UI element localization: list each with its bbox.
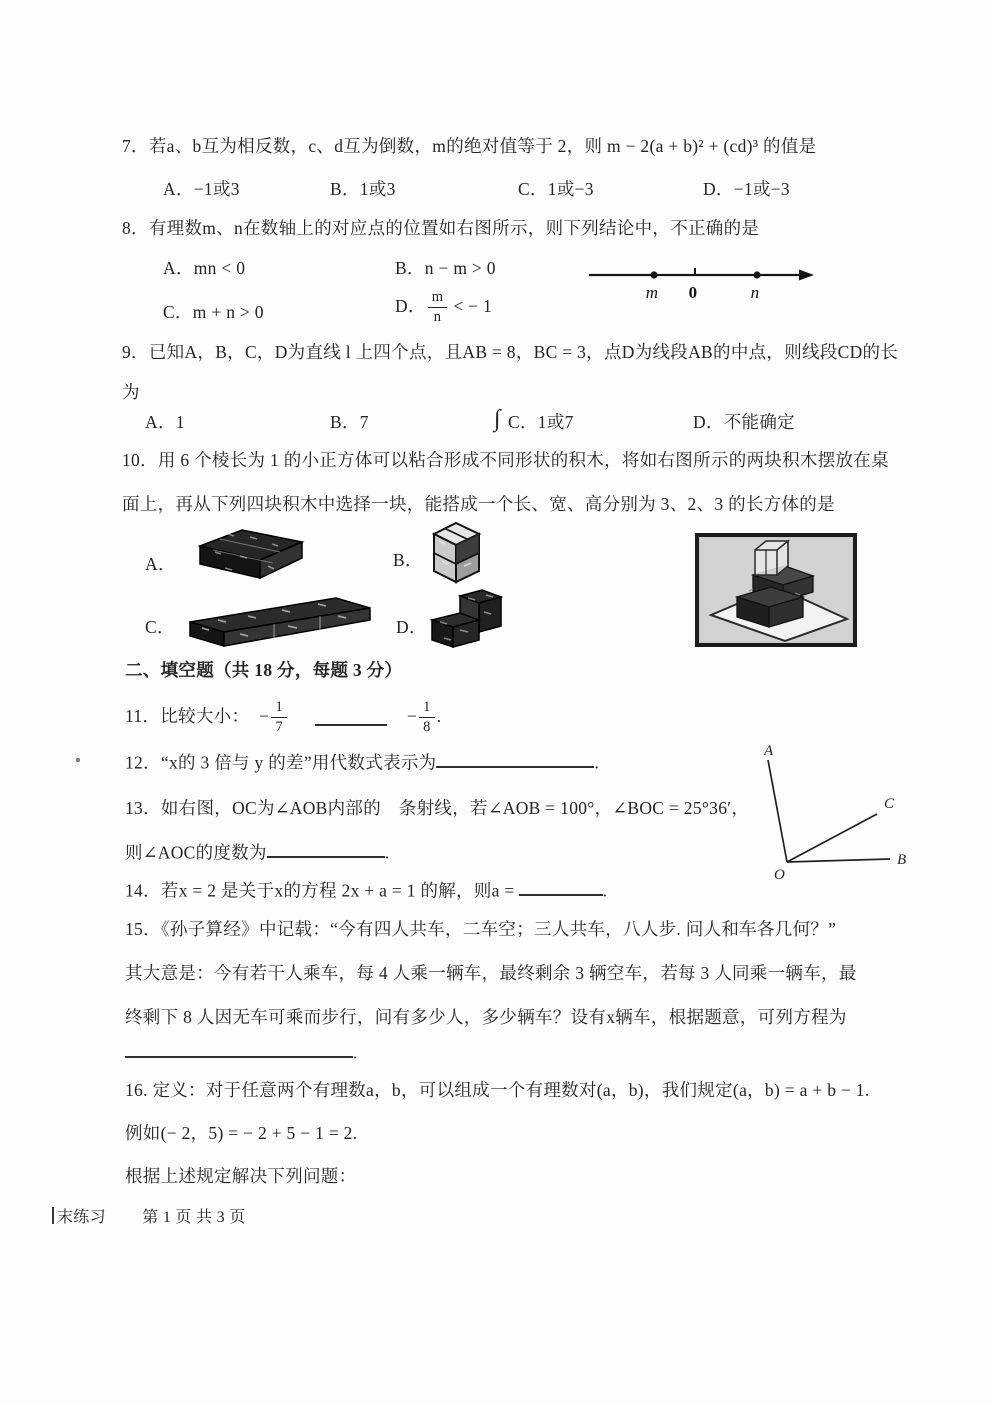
block-d-image xyxy=(424,586,506,656)
question-16-line3: 根据上述规定解决下列问题： xyxy=(125,1166,357,1186)
q10-label-a: A． xyxy=(145,554,176,574)
question-13-line1: 13．如右图，OC为∠AOB内部的 条射线，若∠AOB = 100°，∠BOC = 25°36′， xyxy=(125,798,750,818)
footer xyxy=(57,1206,246,1229)
question-7-text: 7．若a、b互为相反数，c、d互为倒数，m的绝对值等于 2，则 m − 2(a + b)² + (cd)³ 的值是 xyxy=(122,136,817,156)
q9-option-d: D．不能确定 xyxy=(693,412,795,432)
q7-option-c: C．1或−3 xyxy=(518,179,594,199)
question-14 xyxy=(125,878,607,904)
point-m xyxy=(650,271,657,278)
q11-fraction1 xyxy=(271,699,287,734)
angle-label-a: A xyxy=(764,743,774,759)
question-8-text: 8．有理数m、n在数轴上的对应点的位置如右图所示，则下列结论中，不正确的是 xyxy=(122,218,760,238)
answer-blank xyxy=(315,708,387,726)
q7-option-a: A．−1或3 xyxy=(163,179,240,199)
block-c-image xyxy=(178,590,378,652)
question-15-line2: 其大意是：今有若干人乘车，每 4 人乘一辆车，最终剩余 3 辆空车，若每 3 人同乘一辆车，最 xyxy=(125,963,857,983)
q9-option-b: B．7 xyxy=(330,412,369,432)
question-7-options xyxy=(0,177,992,203)
fraction-denominator: 8 xyxy=(423,718,431,735)
question-12 xyxy=(125,750,599,776)
answer-blank xyxy=(436,750,594,768)
question-10-text-line1: 10．用 6 个棱长为 1 的小正方体可以粘合形成不同形状的积木，将如右图所示的两块积木摆放在桌 xyxy=(122,450,889,470)
question-15-answer-line xyxy=(125,1040,358,1066)
angle-diagram xyxy=(742,742,917,882)
q12-suffix: . xyxy=(594,752,600,773)
q9-option-a: A．1 xyxy=(145,412,185,432)
q12-prefix: 12．“x的 3 倍与 y 的差”用代数式表示为 xyxy=(125,752,437,773)
fraction-denominator: 7 xyxy=(275,718,283,735)
question-16-line1: 16. 定义：对于任意两个有理数a，b，可以组成一个有理数对(a，b)，我们规定(a，b) = a + b − 1. xyxy=(125,1080,870,1100)
angle-label-c: C xyxy=(884,796,895,812)
q13-suffix: . xyxy=(384,842,390,863)
section-2-heading: 二、填空题（共 18 分，每题 3 分） xyxy=(125,660,403,680)
q11-fraction1-sign: − xyxy=(259,706,270,727)
block-b-image xyxy=(424,516,488,596)
point-n xyxy=(753,271,760,278)
q10-label-b: B． xyxy=(393,550,423,570)
fraction-numerator: m xyxy=(428,289,448,307)
q11-prefix: 11．比较大小： xyxy=(125,706,250,727)
angle-label-o: O xyxy=(774,867,786,882)
q11-fraction2-sign: − xyxy=(407,706,418,727)
block-a-image xyxy=(180,522,315,592)
scan-artifact-mark: ∫ xyxy=(494,406,501,432)
margin-speck xyxy=(76,758,80,762)
question-13-line2 xyxy=(125,840,390,866)
q13-line2-prefix: 则∠AOC的度数为 xyxy=(125,842,267,863)
footer-edge-mark xyxy=(52,1207,54,1224)
q7-option-b: B．1或3 xyxy=(330,179,396,199)
question-15-line1: 15．《孙子算经》中记载：“今有四人共车，二车空；三人共车，八人步. 问人和车各几何？” xyxy=(125,919,837,939)
question-9-text-line2: 为 xyxy=(122,382,140,402)
q8-option-d-rest: < − 1 xyxy=(453,296,493,317)
answer-blank xyxy=(125,1040,353,1058)
q8-option-d-fraction xyxy=(428,289,448,324)
question-10-text-line2: 面上，再从下列四块积木中选择一块，能搭成一个长、宽、高分别为 3、2、3 的长方体的是 xyxy=(122,494,835,514)
footer-page-number: 第 1 页 共 3 页 xyxy=(142,1209,246,1226)
q7-option-d: D．−1或−3 xyxy=(703,179,790,199)
answer-blank xyxy=(267,840,385,858)
blocks-photo xyxy=(695,533,857,647)
angle-label-b: B xyxy=(897,852,907,868)
q14-prefix: 14．若x = 2 是关于x的方程 2x + a = 1 的解，则a = xyxy=(125,880,515,901)
q10-label-d: D． xyxy=(396,617,427,637)
question-15-line3: 终剩下 8 人因无车可乘而步行，问有多少人，多少辆车？设有x辆车，根据题意，可列方程为 xyxy=(125,1007,847,1027)
fraction-numerator: 1 xyxy=(419,699,435,717)
q14-suffix: . xyxy=(602,880,608,901)
question-11 xyxy=(125,694,441,740)
numberline-diagram xyxy=(585,258,815,304)
q8-option-d-label: D． xyxy=(395,296,426,317)
numberline-label-m: m xyxy=(645,283,659,302)
numberline-arrow xyxy=(799,270,814,281)
answer-blank xyxy=(519,878,603,896)
question-9-text-line1: 9．已知A，B，C，D为直线 l 上四个点，且AB = 8，BC = 3，点D为线段AB的中点，则线段CD的长 xyxy=(122,342,899,362)
q11-fraction2 xyxy=(419,699,435,734)
fraction-numerator: 1 xyxy=(271,699,287,717)
q8-option-d xyxy=(395,281,492,333)
q15-suffix: . xyxy=(353,1042,358,1063)
q8-option-b: B．n − m > 0 xyxy=(395,258,496,278)
q8-option-c: C．m + n > 0 xyxy=(163,302,264,322)
q10-label-c: C． xyxy=(145,617,175,637)
q11-suffix: . xyxy=(436,706,442,727)
photo-wireframe-cubes xyxy=(755,541,788,575)
question-9-options xyxy=(0,406,992,440)
numberline-label-zero: 0 xyxy=(688,283,698,302)
numberline-label-n: n xyxy=(750,283,760,302)
footer-title: 末练习 xyxy=(57,1209,106,1226)
q9-option-c: C．1或7 xyxy=(508,412,574,432)
q8-option-a: A．mn < 0 xyxy=(163,258,246,278)
fraction-denominator: n xyxy=(433,308,442,325)
question-16-line2: 例如(− 2，5) = − 2 + 5 − 1 = 2. xyxy=(125,1123,358,1143)
